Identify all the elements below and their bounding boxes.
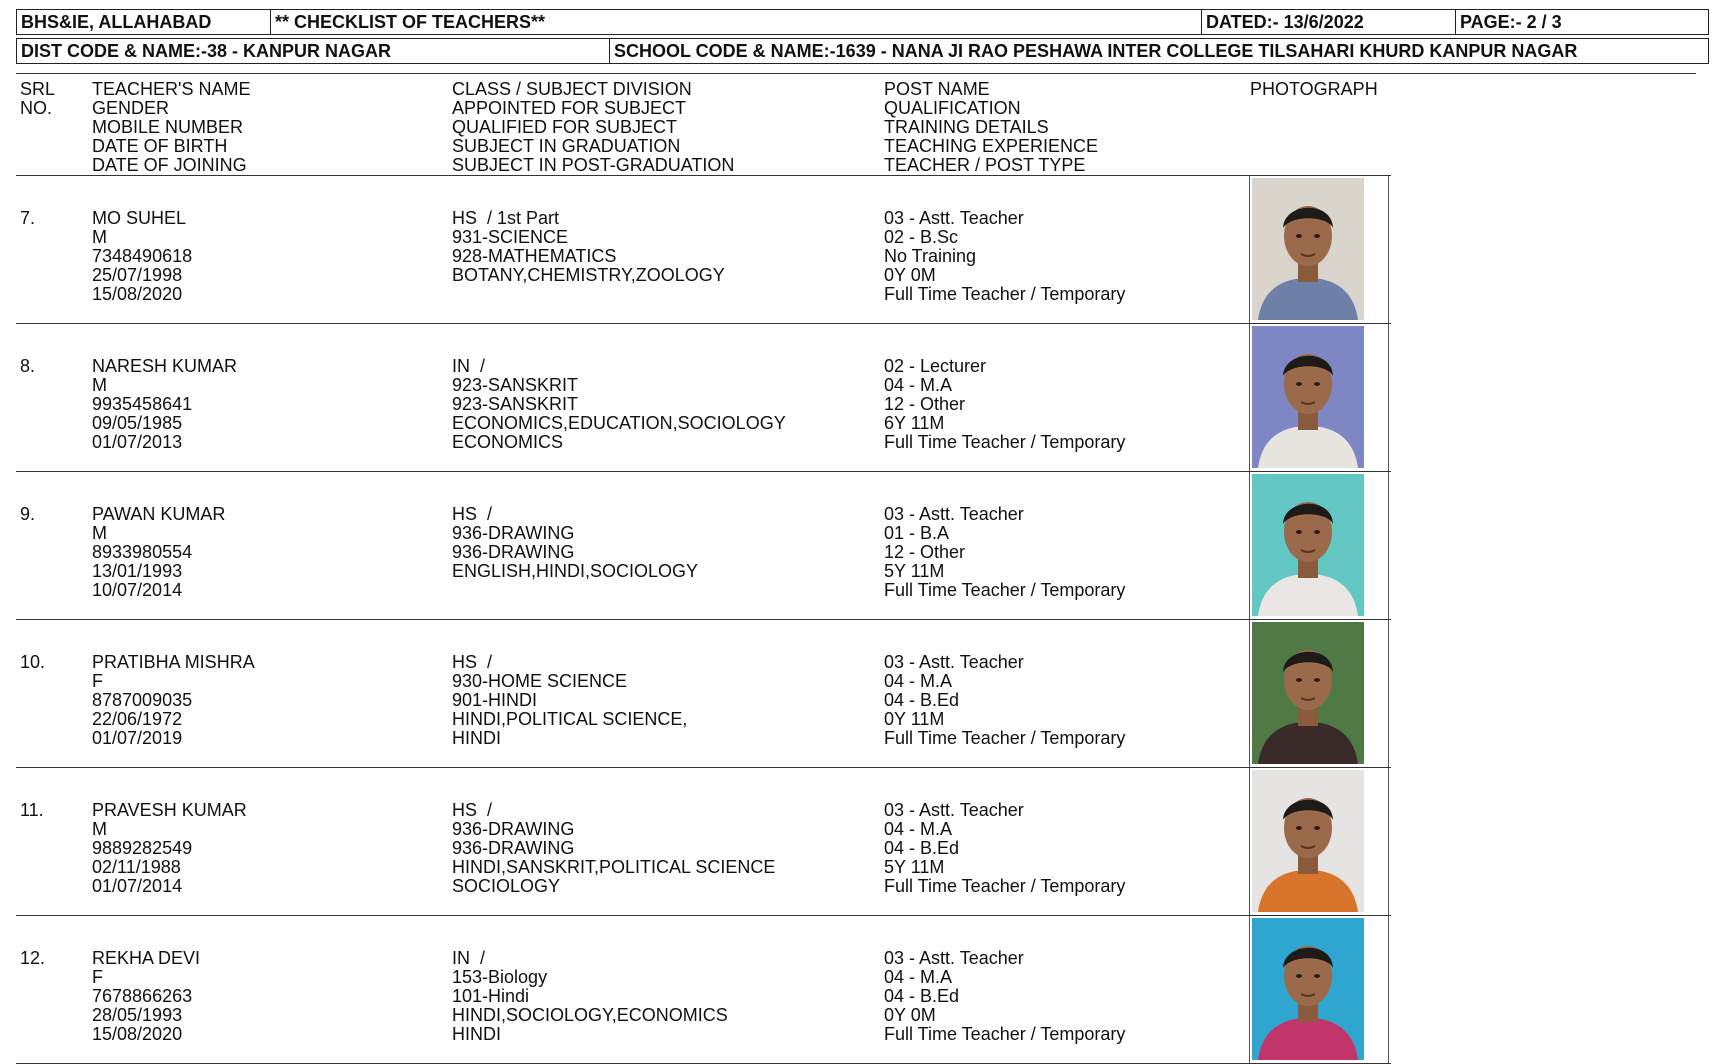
post-details [884,801,1125,896]
name-value: PRATIBHA MISHRA [92,652,255,672]
division-value: HS / [452,800,493,820]
srl-value: 10. [20,652,46,672]
serial-number [20,357,35,376]
photo-frame [1249,472,1389,620]
school-info: SCHOOL CODE & NAME:-1639 - NANA JI RAO PESHAWA INTER COLLEGE TILSAHARI KHURD KANPUR NAGAR [609,38,1709,64]
division-value: IN / [452,948,486,968]
subject-details [452,209,725,285]
teacher-photo [1252,178,1364,320]
qualified-value: 936-DRAWING [452,838,575,858]
mobile-value: 7678866263 [92,986,193,1006]
training-value: No Training [884,246,977,266]
teacher-photo [1252,622,1364,764]
mobile-value: 9935458641 [92,394,193,414]
dob-value: 28/05/1993 [92,1005,183,1025]
division-value: HS / 1st Part [452,208,560,228]
teacher-photo [1252,474,1364,616]
srl-value: 7. [20,208,36,228]
qualified-value: 928-MATHEMATICS [452,246,617,266]
qualification-value: 01 - B.A [884,523,950,543]
teacher-row [16,176,1696,324]
division-value: HS / [452,504,493,524]
qualification-value: 02 - B.Sc [884,227,959,247]
graduation-value: BOTANY,CHEMISTRY,ZOOLOGY [452,265,725,285]
serial-number [20,505,35,524]
experience-value: 6Y 11M [884,413,945,433]
serial-number [20,801,44,820]
post-value: 03 - Astt. Teacher [884,948,1024,968]
graduation-value: HINDI,SOCIOLOGY,ECONOMICS [452,1005,728,1025]
type-value: Full Time Teacher / Temporary [884,728,1126,748]
qualification-value: 04 - M.A [884,375,953,395]
gender-value: M [92,819,107,839]
teacher-row [16,472,1696,620]
teacher-row [16,324,1696,472]
post-details [884,653,1125,748]
post-details [884,949,1125,1044]
photo-frame [1249,916,1389,1064]
name-value: PRAVESH KUMAR [92,800,247,820]
report-date: DATED:- 13/6/2022 [1201,9,1456,35]
name-value: MO SUHEL [92,208,187,228]
mobile-value: 7348490618 [92,246,193,266]
post-graduation-value: ECONOMICS [452,432,564,452]
experience-value: 5Y 11M [884,857,945,877]
type-value: Full Time Teacher / Temporary [884,1024,1126,1044]
report-title: ** CHECKLIST OF TEACHERS** [270,9,1202,35]
gender-value: F [92,967,103,987]
appointed-value: 936-DRAWING [452,819,575,839]
teacher-details [92,209,192,304]
col-head-post: POST NAME QUALIFICATION TRAINING DETAILS TEACHING EXPERIENCE TEACHER / POST TYPE [884,79,1099,175]
district-info: DIST CODE & NAME:-38 - KANPUR NAGAR [16,38,610,64]
training-value: 12 - Other [884,542,966,562]
appointed-value: 923-SANSKRIT [452,375,579,395]
teacher-photo [1252,918,1364,1060]
graduation-value: ECONOMICS,EDUCATION,SOCIOLOGY [452,413,786,433]
mobile-value: 9889282549 [92,838,193,858]
graduation-value: HINDI,POLITICAL SCIENCE, [452,709,688,729]
mobile-value: 8787009035 [92,690,193,710]
page-number: PAGE:- 2 / 3 [1455,9,1709,35]
serial-number [20,653,45,672]
appointed-value: 153-Biology [452,967,548,987]
post-value: 02 - Lecturer [884,356,987,376]
gender-value: F [92,671,103,691]
training-value: 12 - Other [884,394,966,414]
type-value: Full Time Teacher / Temporary [884,284,1126,304]
post-value: 03 - Astt. Teacher [884,800,1024,820]
subject-details [452,505,698,581]
col-head-teacher: TEACHER'S NAME GENDER MOBILE NUMBER DATE OF BIRTH DATE OF JOINING [92,79,251,175]
serial-number [20,949,45,968]
col-head-subject: CLASS / SUBJECT DIVISION APPOINTED FOR SUBJECT QUALIFIED FOR SUBJECT SUBJECT IN GRADUATION SUBJECT IN POST-GRADUATION [452,79,735,175]
dob-value: 13/01/1993 [92,561,183,581]
photo-frame [1249,768,1389,916]
post-graduation-value: HINDI [452,728,501,748]
mobile-value: 8933980554 [92,542,193,562]
board-name: BHS&IE, ALLAHABAD [16,9,271,35]
doj-value: 15/08/2020 [92,1024,183,1044]
type-value: Full Time Teacher / Temporary [884,580,1126,600]
photo-frame [1249,176,1389,324]
appointed-value: 931-SCIENCE [452,227,569,247]
gender-value: M [92,523,107,543]
doj-value: 01/07/2019 [92,728,183,748]
teacher-row [16,916,1696,1064]
qualification-value: 04 - M.A [884,967,953,987]
post-details [884,209,1125,304]
dob-value: 09/05/1985 [92,413,183,433]
experience-value: 0Y 0M [884,1005,936,1025]
teacher-details [92,801,247,896]
serial-number [20,209,35,228]
appointed-value: 936-DRAWING [452,523,575,543]
col-head-srl: SRL NO. [20,79,56,118]
teacher-photo [1252,326,1364,468]
type-value: Full Time Teacher / Temporary [884,432,1126,452]
qualified-value: 901-HINDI [452,690,538,710]
teacher-details [92,357,237,452]
qualified-value: 101-Hindi [452,986,530,1006]
experience-value: 0Y 0M [884,265,936,285]
training-value: 04 - B.Ed [884,690,960,710]
qualified-value: 923-SANSKRIT [452,394,579,414]
type-value: Full Time Teacher / Temporary [884,876,1126,896]
dob-value: 02/11/1988 [92,857,181,877]
division-value: HS / [452,652,493,672]
teacher-photo [1252,770,1364,912]
header-rule [16,73,1696,74]
doj-value: 10/07/2014 [92,580,183,600]
qualified-value: 936-DRAWING [452,542,575,562]
post-graduation-value: HINDI [452,1024,501,1044]
graduation-value: HINDI,SANSKRIT,POLITICAL SCIENCE [452,857,776,877]
srl-value: 9. [20,504,36,524]
dob-value: 22/06/1972 [92,709,183,729]
teacher-details [92,949,200,1044]
doj-value: 15/08/2020 [92,284,183,304]
photo-frame [1249,620,1389,768]
post-details [884,357,1125,452]
post-value: 03 - Astt. Teacher [884,504,1024,524]
division-value: IN / [452,356,486,376]
training-value: 04 - B.Ed [884,986,960,1006]
appointed-value: 930-HOME SCIENCE [452,671,628,691]
teacher-details [92,505,225,600]
post-graduation-value: SOCIOLOGY [452,876,561,896]
col-head-photo: PHOTOGRAPH [1250,79,1378,99]
srl-value: 8. [20,356,36,376]
teacher-details [92,653,255,748]
photo-frame [1249,324,1389,472]
doj-value: 01/07/2014 [92,876,183,896]
srl-value: 12. [20,948,46,968]
post-value: 03 - Astt. Teacher [884,652,1024,672]
doj-value: 01/07/2013 [92,432,183,452]
subject-details [452,801,775,896]
training-value: 04 - B.Ed [884,838,960,858]
subject-details [452,653,687,748]
subject-details [452,949,728,1044]
post-details [884,505,1125,600]
qualification-value: 04 - M.A [884,819,953,839]
name-value: NARESH KUMAR [92,356,238,376]
experience-value: 5Y 11M [884,561,945,581]
subject-details [452,357,786,452]
teacher-row [16,620,1696,768]
dob-value: 25/07/1998 [92,265,183,285]
teacher-row [16,768,1696,916]
graduation-value: ENGLISH,HINDI,SOCIOLOGY [452,561,699,581]
post-value: 03 - Astt. Teacher [884,208,1024,228]
srl-value: 11. [20,800,44,820]
name-value: REKHA DEVI [92,948,201,968]
gender-value: M [92,375,107,395]
gender-value: M [92,227,107,247]
experience-value: 0Y 11M [884,709,945,729]
qualification-value: 04 - M.A [884,671,953,691]
name-value: PAWAN KUMAR [92,504,226,524]
